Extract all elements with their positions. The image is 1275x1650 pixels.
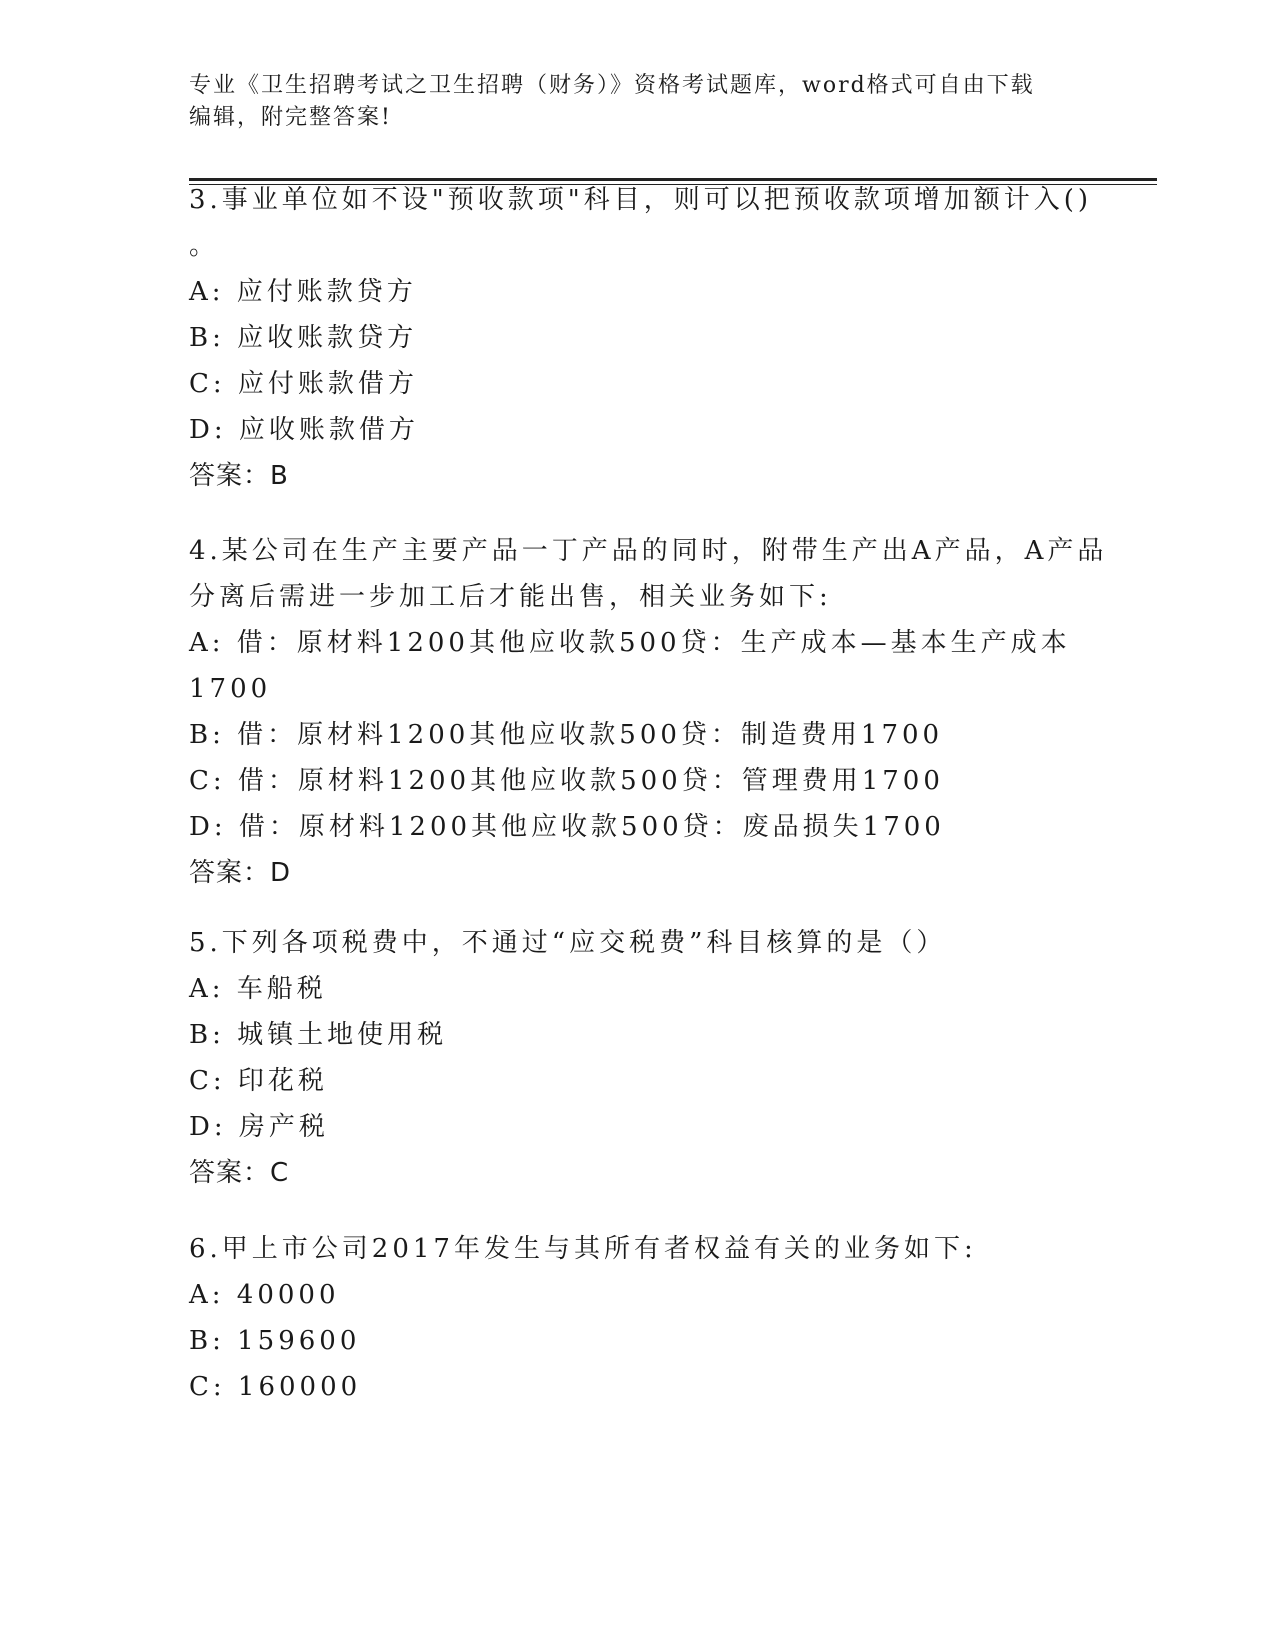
question-stem: 5.下列各项税费中，不通过“应交税费”科目核算的是（）	[189, 928, 947, 958]
option-b: B: 应收账款贷方	[189, 323, 418, 353]
question-4	[189, 528, 1108, 896]
option-c: C: 借：原材料1200其他应收款500贷：管理费用1700	[189, 766, 944, 796]
option-c: C: 应付账款借方	[189, 369, 418, 399]
option-c: C: 160000	[189, 1372, 362, 1402]
option-b: B: 159600	[189, 1326, 361, 1356]
option-a: A: 车船税	[189, 974, 327, 1004]
question-stem-continued: 分离后需进一步加工后才能出售，相关业务如下:	[189, 582, 832, 612]
option-d: D: 借：原材料1200其他应收款500贷：废品损失1700	[189, 812, 945, 842]
answer: 答案：D	[189, 858, 292, 888]
question-6	[189, 1226, 1089, 1410]
answer: 答案：C	[189, 1158, 290, 1188]
question-stem: 4.某公司在生产主要产品一丁产品的同时，附带生产出A产品，A产品	[189, 536, 1108, 566]
question-stem-continued: 。	[189, 231, 220, 261]
option-a-continued: 1700	[189, 674, 272, 704]
header-line-2: 编辑，附完整答案!	[189, 105, 392, 130]
option-c: C: 印花税	[189, 1066, 328, 1096]
document-header	[189, 70, 1089, 134]
question-5	[189, 920, 1089, 1196]
option-b: B: 借：原材料1200其他应收款500贷：制造费用1700	[189, 720, 944, 750]
question-stem: 6.甲上市公司2017年发生与其所有者权益有关的业务如下:	[189, 1234, 977, 1264]
answer: 答案：B	[189, 461, 289, 491]
option-a: A: 借：原材料1200其他应收款500贷：生产成本—基本生产成本	[189, 628, 1071, 658]
header-line-1: 专业《卫生招聘考试之卫生招聘（财务）》资格考试题库，word格式可自由下载	[189, 73, 1035, 98]
option-d: D: 房产税	[189, 1112, 329, 1142]
question-stem: 3.事业单位如不设"预收款项"科目，则可以把预收款项增加额计入()	[189, 185, 1093, 215]
option-a: A: 应付账款贷方	[189, 277, 417, 307]
option-a: A: 40000	[189, 1280, 340, 1310]
option-d: D: 应收账款借方	[189, 415, 419, 445]
question-3	[189, 177, 1093, 499]
option-b: B: 城镇土地使用税	[189, 1020, 448, 1050]
